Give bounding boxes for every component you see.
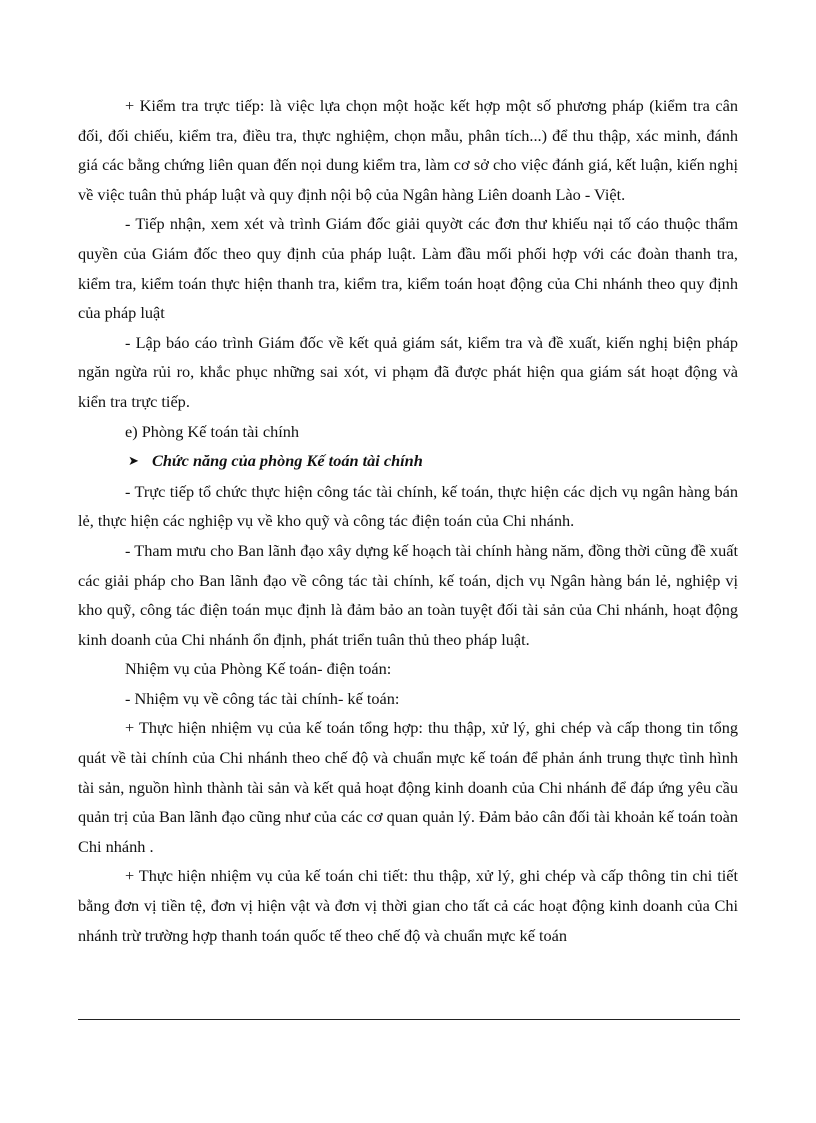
paragraph-complaints-handling: - Tiếp nhận, xem xét và trình Giám đốc giải quyờt các đơn thư khiếu nại tố cáo thuộc thẩm quyền của Giám đốc theo quy định của pháp luật. Làm đầu mối phối hợp với các đoàn thanh tra, kiểm tra, kiểm toán thực hiện thanh tra, kiểm tra, kiểm toán hoạt động của Chi nhánh theo quy định của pháp luật	[78, 214, 738, 323]
paragraph-direct-organization: - Trực tiếp tổ chức thực hiện công tác tài chính, kế toán, thực hiện các dịch vụ ngân hàng bán lẻ, thực hiện các nghiệp vụ về kho quỹ và công tác điện toán của Chi nhánh.	[78, 481, 738, 531]
paragraph-inspection-report: - Lập báo cáo trình Giám đốc về kết quả giám sát, kiểm tra và đề xuất, kiến nghị biện pháp ngăn ngừa rủi ro, khắc phục những sai xót, vi phạm đã được phát hiện qua giám sát hoạt động và kiển tra trực tiếp.	[78, 332, 738, 411]
paragraph-finance-accounting-duties: - Nhiệm vụ về công tác tài chính- kế toán:	[125, 688, 400, 708]
paragraph-direct-inspection: + Kiểm tra trực tiếp: là việc lựa chọn một hoặc kết hợp một số phương pháp (kiểm tra cân đối, đối chiếu, kiểm tra, điều tra, thực nghiệm, chọn mẫu, phân tích...) để thu thập, xác minh, đánh giá các bằng chứng liên quan đến nọi dung kiểm tra, làm cơ sở cho việc đánh giá, kết luận, kiến nghị về việc tuân thủ pháp luật và quy định nội bộ của Ngân hàng Liên doanh Lào - Việt.	[78, 96, 738, 204]
page-body	[78, 91, 738, 950]
section-heading-functions	[78, 446, 738, 477]
section-heading-text: Chức năng của phòng Kế toán tài chính	[152, 451, 423, 471]
paragraph-detailed-accounting: + Thực hiện nhiệm vụ của kế toán chi tiết: thu thập, xử lý, ghi chép và cấp thông tin chi tiết bằng đơn vị tiền tệ, đơn vị hiện vật và đơn vị thời gian cho tất cả các hoạt động kinh doanh của Chi nhánh trừ trường hợp thanh toán quốc tế theo chế độ và chuẩn mực kế toán	[78, 866, 738, 945]
paragraph-duties-title: Nhiệm vụ của Phòng Kế toán- điện toán:	[125, 659, 392, 679]
section-title-accounting-department: e) Phòng Kế toán tài chính	[125, 421, 300, 441]
footer-divider	[78, 1019, 740, 1020]
arrow-bullet-icon: ➤	[128, 454, 139, 470]
paragraph-general-accounting: + Thực hiện nhiệm vụ của kế toán tổng hợp: thu thập, xử lý, ghi chép và cấp thong tin tổng quát về tài chính của Chi nhánh theo chế độ và chuẩn mực kế toán để phản ánh trung thực tình hình tài sản, nguồn hình thành tài sản và kết quả hoạt động kinh doanh của Chi nhánh để đáp ứng yêu cầu quản trị của Ban lãnh đạo cũng như của các cơ quan quản lý. Đảm bảo cân đối tài khoản kế toán toàn Chi nhánh .	[78, 718, 738, 856]
paragraph-advisory: - Tham mưu cho Ban lãnh đạo xây dựng kế hoạch tài chính hàng năm, đồng thời cũng đề xuất các giải pháp cho Ban lãnh đạo về công tác tài chính, kế toán, dịch vụ Ngân hàng bán lẻ, nghiệp vị kho quỹ, công tác điện toán mục định là đảm bảo an toàn tuyệt đối tài sản của Chi nhánh, hoạt động kinh doanh của Chi nhánh ổn định, phát triển tuân thủ theo pháp luật.	[78, 540, 738, 649]
